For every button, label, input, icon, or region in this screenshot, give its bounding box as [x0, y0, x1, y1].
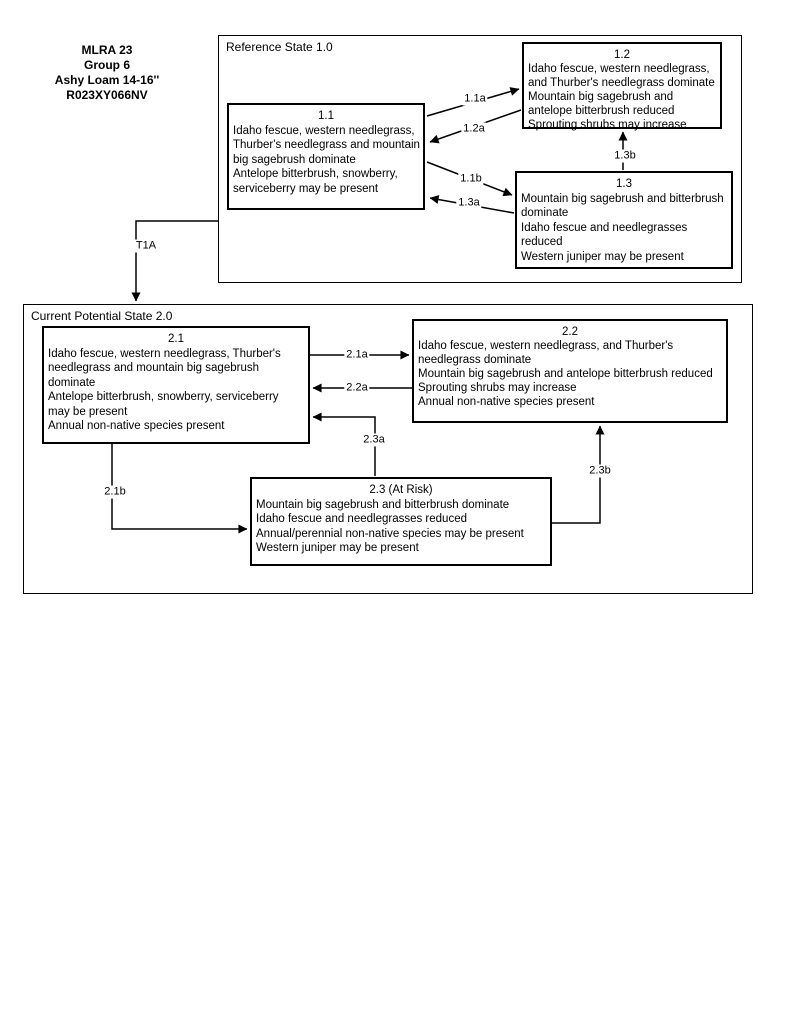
community-1-2-line: Sprouting shrubs may increase	[528, 119, 687, 131]
community-1-2-line: antelope bitterbrush reduced	[528, 105, 675, 117]
arrow-label-1-1b: 1.1b	[460, 172, 482, 185]
community-2-2-line: Sprouting shrubs may increase	[418, 382, 577, 394]
community-2-3-line: Idaho fescue and needlegrasses reduced	[256, 513, 467, 525]
community-1-3-line: reduced	[521, 236, 563, 248]
community-2-2-line: Mountain big sagebrush and antelope bitterbrush reduced	[418, 368, 713, 380]
community-2-1-line: Antelope bitterbrush, snowberry, serviceberry	[48, 391, 279, 403]
community-2-3-line: Annual/perennial non-native species may be present	[256, 527, 524, 540]
community-2-1-line: dominate	[48, 376, 96, 389]
site-header-group: Group 6	[83, 58, 130, 72]
site-header-site-id: R023XY066NV	[66, 88, 148, 102]
community-2-2-title: 2.2	[562, 326, 578, 338]
community-2-2-line: needlegrass dominate	[418, 354, 532, 366]
community-2-1-line: Idaho fescue, western needlegrass, Thurber's	[48, 347, 281, 360]
community-box-2-3	[250, 477, 552, 566]
arrow-label-2-2a: 2.2a	[346, 381, 368, 394]
arrow-label-1-3b: 1.3b	[614, 149, 636, 162]
community-1-3-line: Western juniper may be present	[521, 250, 684, 263]
site-header	[36, 43, 178, 103]
community-2-2-line: Idaho fescue, western needlegrass, and Thurber's	[418, 340, 674, 352]
community-1-1-line: big sagebrush dominate	[233, 153, 356, 166]
community-2-3-title: 2.3 (At Risk)	[369, 484, 433, 496]
community-1-3-line: Mountain big sagebrush and bitterbrush	[521, 192, 724, 205]
arrow-t1a	[136, 221, 218, 301]
community-2-2-line: Annual non-native species present	[418, 396, 595, 408]
community-box-1-2	[522, 42, 722, 129]
community-1-1-line: Thurber's needlegrass and mountain	[233, 139, 420, 151]
community-box-1-1	[227, 103, 425, 210]
community-2-1-line: may be present	[48, 405, 128, 418]
arrow-label-2-3a: 2.3a	[363, 433, 385, 446]
community-box-2-2	[412, 319, 728, 423]
community-1-1-line: Idaho fescue, western needlegrass,	[233, 124, 415, 137]
site-header-mlra: MLRA 23	[81, 43, 133, 57]
community-1-1-title: 1.1	[318, 110, 334, 122]
community-2-1-line: needlegrass and mountain big sagebrush	[48, 362, 259, 374]
community-1-1-line: Antelope bitterbrush, snowberry,	[233, 168, 398, 180]
community-2-3-line: Mountain big sagebrush and bitterbrush dominate	[256, 498, 510, 511]
community-1-2-line: Idaho fescue, western needlegrass,	[528, 63, 710, 75]
community-2-3-line: Western juniper may be present	[256, 542, 419, 554]
community-box-2-1	[42, 326, 310, 444]
community-1-3-line: Idaho fescue and needlegrasses	[521, 221, 688, 234]
community-2-1-line: Annual non-native species present	[48, 420, 225, 432]
community-1-3-line: dominate	[521, 207, 569, 219]
site-header-site-name: Ashy Loam 14-16''	[54, 73, 160, 87]
arrow-label-1-2a: 1.2a	[463, 122, 485, 135]
community-1-2-line: and Thurber's needlegrass dominate	[528, 77, 715, 89]
arrow-label-2-1b: 2.1b	[104, 485, 126, 498]
arrow-label-t1a: T1A	[135, 239, 157, 252]
arrow-label-2-3b: 2.3b	[589, 464, 611, 477]
community-1-2-line: Mountain big sagebrush and	[528, 91, 674, 103]
community-2-1-title: 2.1	[168, 333, 184, 345]
reference-state-label: Reference State 1.0	[226, 40, 333, 54]
arrow-label-2-1a: 2.1a	[346, 348, 368, 361]
community-1-2-title: 1.2	[614, 49, 630, 61]
arrow-label-1-1a: 1.1a	[464, 92, 486, 105]
community-1-3-title: 1.3	[616, 178, 632, 190]
current-potential-state-label: Current Potential State 2.0	[31, 309, 173, 323]
community-1-1-line: serviceberry may be present	[233, 182, 379, 195]
arrow-label-1-3a: 1.3a	[458, 196, 480, 209]
community-box-1-3	[515, 171, 733, 269]
